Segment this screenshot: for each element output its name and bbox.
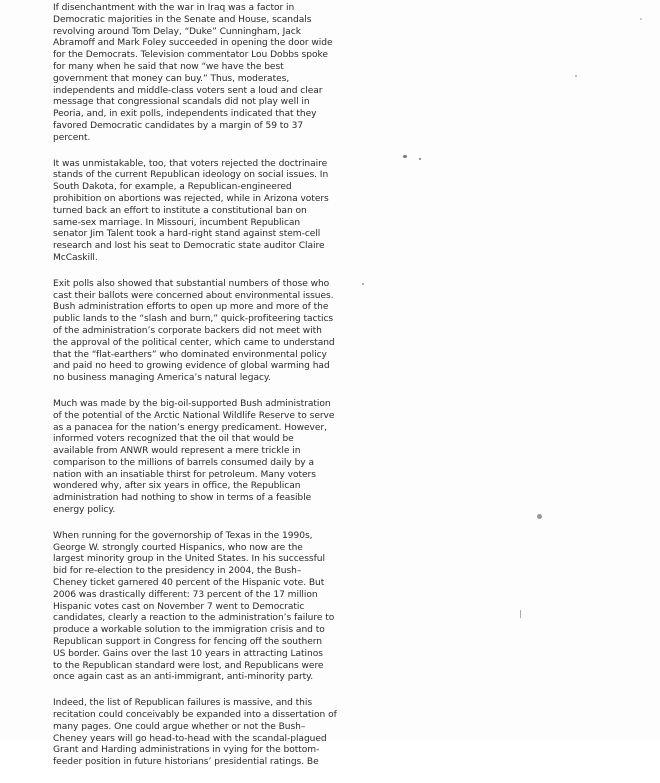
scan-speck bbox=[419, 158, 421, 160]
scan-speck bbox=[403, 155, 407, 158]
scan-speck bbox=[520, 610, 521, 618]
paragraph-anwr-energy: Much was made by the big-oil-supported Bush administration of the potential of the Arctic National Wildlife Reserve to serve as a panacea for the nation’s energy predicament. However, informed voters recognized that the oil that would be available from ANWR would represent a mere trickle in comparison to the millions of barrels consumed daily by a nation with an insatiable thirst for petroleum. Many voters wondered why, after six years in office, the Republican administration had nothing to show in terms of a feasible energy policy. bbox=[53, 398, 335, 516]
scan-speck bbox=[362, 283, 364, 285]
paragraph-environmental-issues: Exit polls also showed that substantial numbers of those who cast their ballots were concerned about environmental issues. Bush administration efforts to open up more and more of the public lands to the “slash and burn,” quick-profiteering tactics of the administration’s corporate backers did not meet with the approval of the political center, which came to understand that the “flat-earthers” who dominated environmental policy and paid no heed to growing evidence of global warming had no business managing America’s natural legacy. bbox=[53, 278, 335, 384]
scan-speck bbox=[575, 75, 577, 77]
paragraph-social-issues: It was unmistakable, too, that voters rejected the doctrinaire stands of the current Republican ideology on social issues. In South Dakota, for example, a Republican-engineered prohibition on abortions was rejected, while in Arizona voters turned back an effort to institute a constitutional ban on same-sex marriage. In Missouri, incumbent Republican senator Jim Talent took a hard-right stand against stem-cell research and lost his seat to Democratic state auditor Claire McCaskill. bbox=[53, 158, 329, 263]
scan-speck bbox=[537, 514, 542, 519]
article-text-column bbox=[53, 3, 353, 783]
paragraph-iraq-scandals: If disenchantment with the war in Iraq was a factor in Democratic majorities in the Senate and House, scandals revolving around Tom Delay, “Duke” Cunningham, Jack Abramoff and Mark Foley succeeded in opening the door wide for the Democrats. Television commentator Lou Dobbs spoke for many when he said that now “we have the best government that money can buy.” Thus, moderates, independents and middle-class voters sent a loud and clear message that congressional scandals did not play well in Peoria, and, in exit polls, independents indicated that they favored Democratic candidates by a margin of 59 to 37 percent. bbox=[53, 3, 333, 143]
paragraph-hispanic-vote: When running for the governorship of Texas in the 1990s, George W. strongly courted Hispanics, who now are the largest minority group in the United States. In his successful bid for re-election to the presidency in 2004, the Bush– Cheney ticket garnered 40 percent of the Hispanic vote. But 2006 was drastically different: 73 percent of the 17 million Hispanic votes cast on November 7 went to Democratic candidates, clearly a reaction to the administration’s failure to produce a workable solution to the immigration crisis and to Republican support in Congress for fencing off the southern US border. Gains over the last 10 years in attracting Latinos to the Republican standard were lost, and Republicans were once again cast as an anti-immigrant, anti-minority party. bbox=[53, 530, 335, 683]
scan-speck bbox=[640, 18, 642, 20]
paragraph-republican-failures: Indeed, the list of Republican failures is massive, and this recitation could conceivably be expanded into a dissertation of many pages. One could argue whether or not the Bush– Cheney years will go head-to-head with the scandal-plagued Grant and Harding administrations in vying for the bottom- feeder position in future historians’ presidential ratings. Be bbox=[53, 698, 337, 768]
